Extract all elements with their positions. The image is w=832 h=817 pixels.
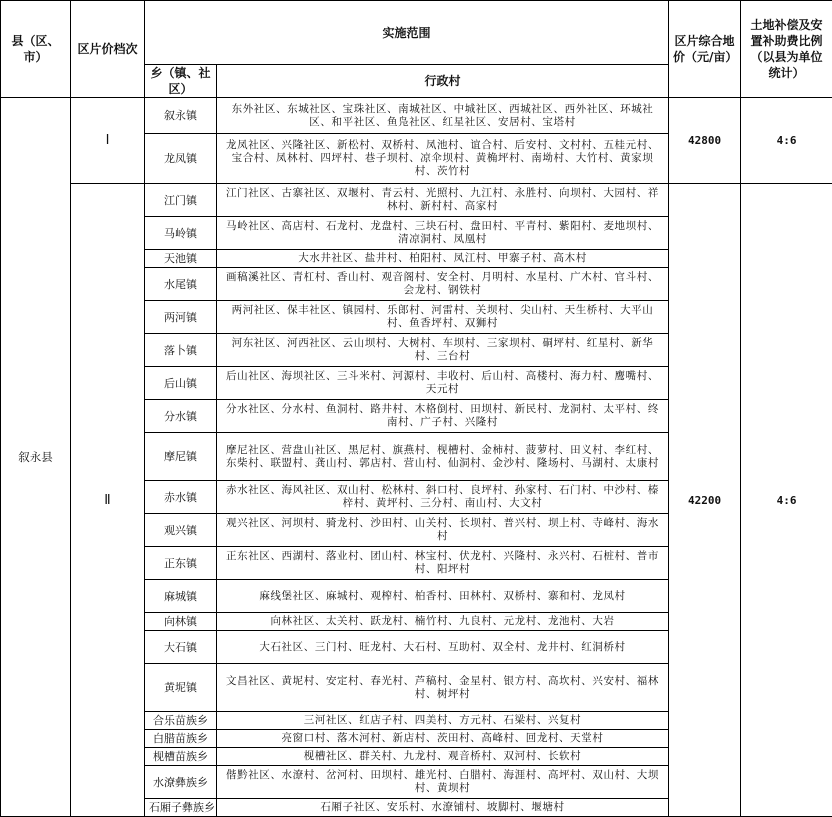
villages-cell: 石厢子社区、安乐村、水潦铺村、坡脚村、堰塘村 bbox=[217, 799, 669, 817]
town-cell: 龙凤镇 bbox=[145, 134, 217, 184]
villages-cell: 河东社区、河西社区、云山坝村、大树村、车坝村、三家坝村、硐坪村、红星村、新华村、三台村 bbox=[217, 334, 669, 367]
town-cell: 黄坭镇 bbox=[145, 664, 217, 712]
town-cell: 大石镇 bbox=[145, 631, 217, 664]
villages-cell: 文昌社区、黄坭村、安定村、春光村、芦稿村、金星村、银方村、高坎村、兴安村、福林村、树坪村 bbox=[217, 664, 669, 712]
villages-cell: 分水社区、分水村、鱼洞村、路井村、木格倒村、田坝村、新民村、龙洞村、太平村、终南村、广子村、兴隆村 bbox=[217, 400, 669, 433]
town-cell: 向林镇 bbox=[145, 613, 217, 631]
town-cell: 叙永镇 bbox=[145, 98, 217, 134]
table-row bbox=[1, 184, 832, 217]
town-cell: 正东镇 bbox=[145, 547, 217, 580]
ratio-cell: 4:6 bbox=[741, 184, 832, 817]
villages-cell: 摩尼社区、营盘山社区、黑尼村、旗燕村、枧槽村、金柿村、菠萝村、田义村、李红村、东柴村、联盟村、龚山村、郭店村、营山村、仙洞村、金沙村、隆场村、马湖村、太康村 bbox=[217, 433, 669, 481]
village-header: 行政村 bbox=[217, 65, 669, 98]
town-cell: 分水镇 bbox=[145, 400, 217, 433]
ratio-header: 土地补偿及安置补助费比例（以县为单位统计） bbox=[741, 1, 832, 98]
county-header: 县（区、市） bbox=[1, 1, 71, 98]
villages-cell: 龙凤社区、兴隆社区、新松村、双桥村、凤池村、谊合村、后安村、文村村、五桂元村、宝合村、凤林村、四坪村、巷子坝村、凉伞坝村、黄桷坪村、南坳村、大竹村、黄家坝村、茨竹村 bbox=[217, 134, 669, 184]
villages-cell: 向林社区、太关村、跃龙村、楠竹村、九良村、元龙村、龙池村、大岩 bbox=[217, 613, 669, 631]
villages-cell: 观兴社区、河坝村、骑龙村、沙田村、山关村、长坝村、普兴村、坝上村、寺峰村、海水村 bbox=[217, 514, 669, 547]
tier-cell: Ⅰ bbox=[71, 98, 145, 184]
villages-cell: 江门社区、古寨社区、双堰村、青云村、光照村、九江村、永胜村、向坝村、大园村、祥林村、新村村、高家村 bbox=[217, 184, 669, 217]
town-header: 乡（镇、社区） bbox=[145, 65, 217, 98]
villages-cell: 枧槽社区、群关村、九龙村、观音桥村、双河村、长软村 bbox=[217, 748, 669, 766]
villages-cell: 画稿溪社区、青杠村、香山村、观音阁村、安全村、月明村、水星村、广木村、官斗村、会龙村、钢铁村 bbox=[217, 268, 669, 301]
price-header: 区片综合地价（元/亩） bbox=[669, 1, 741, 98]
villages-cell: 三河社区、红店子村、四美村、方元村、石梁村、兴复村 bbox=[217, 712, 669, 730]
villages-cell: 马岭社区、高店村、石龙村、龙盘村、三块石村、盘田村、平青村、紫阳村、麦地坝村、清凉洞村、凤凰村 bbox=[217, 217, 669, 250]
town-cell: 麻城镇 bbox=[145, 580, 217, 613]
villages-cell: 东外社区、东城社区、宝珠社区、南城社区、中城社区、西城社区、西外社区、环城社区、和平社区、鱼凫社区、红星社区、安居村、宝塔村 bbox=[217, 98, 669, 134]
tier-header: 区片价档次 bbox=[71, 1, 145, 98]
town-cell: 水潦彝族乡 bbox=[145, 766, 217, 799]
villages-cell: 亮窗口村、落木河村、新店村、茨田村、高峰村、回龙村、天堂村 bbox=[217, 730, 669, 748]
tier-cell: Ⅱ bbox=[71, 184, 145, 817]
villages-cell: 大石社区、三门村、旺龙村、大石村、互助村、双全村、龙井村、红洞桥村 bbox=[217, 631, 669, 664]
villages-cell: 大水井社区、盐井村、柏阳村、凤江村、甲寨子村、高木村 bbox=[217, 250, 669, 268]
town-cell: 摩尼镇 bbox=[145, 433, 217, 481]
price-cell: 42800 bbox=[669, 98, 741, 184]
ratio-cell: 4:6 bbox=[741, 98, 832, 184]
villages-cell: 偕黔社区、水潦村、岔河村、田坝村、雄光村、白腊村、海涯村、高坪村、双山村、大坝村、黄坝村 bbox=[217, 766, 669, 799]
villages-cell: 麻线堡社区、麻城村、观榨村、柏香村、田林村、双桥村、寨和村、龙凤村 bbox=[217, 580, 669, 613]
town-cell: 石厢子彝族乡 bbox=[145, 799, 217, 817]
town-cell: 赤水镇 bbox=[145, 481, 217, 514]
town-cell: 枧槽苗族乡 bbox=[145, 748, 217, 766]
header-row bbox=[1, 1, 832, 65]
county-cell: 叙永县 bbox=[1, 98, 71, 817]
town-cell: 落卜镇 bbox=[145, 334, 217, 367]
town-cell: 合乐苗族乡 bbox=[145, 712, 217, 730]
table-row bbox=[1, 98, 832, 134]
villages-cell: 后山社区、海坝社区、三斗米村、河源村、丰收村、后山村、高楼村、海力村、鹰嘴村、天元村 bbox=[217, 367, 669, 400]
town-cell: 白腊苗族乡 bbox=[145, 730, 217, 748]
town-cell: 后山镇 bbox=[145, 367, 217, 400]
villages-cell: 赤水社区、海风社区、双山村、松林村、斜口村、良坪村、孙家村、石门村、中沙村、榛梓村、黄坪村、三分村、南山村、大文村 bbox=[217, 481, 669, 514]
price-cell: 42200 bbox=[669, 184, 741, 817]
scope-header: 实施范围 bbox=[145, 1, 669, 65]
town-cell: 观兴镇 bbox=[145, 514, 217, 547]
town-cell: 天池镇 bbox=[145, 250, 217, 268]
town-cell: 马岭镇 bbox=[145, 217, 217, 250]
town-cell: 水尾镇 bbox=[145, 268, 217, 301]
town-cell: 两河镇 bbox=[145, 301, 217, 334]
town-cell: 江门镇 bbox=[145, 184, 217, 217]
villages-cell: 正东社区、西湖村、落业村、团山村、林宝村、伏龙村、兴隆村、永兴村、石桩村、普市村、阳坪村 bbox=[217, 547, 669, 580]
villages-cell: 两河社区、保丰社区、镇园村、乐郎村、河雷村、关坝村、尖山村、天生桥村、大平山村、鱼香坪村、双狮村 bbox=[217, 301, 669, 334]
